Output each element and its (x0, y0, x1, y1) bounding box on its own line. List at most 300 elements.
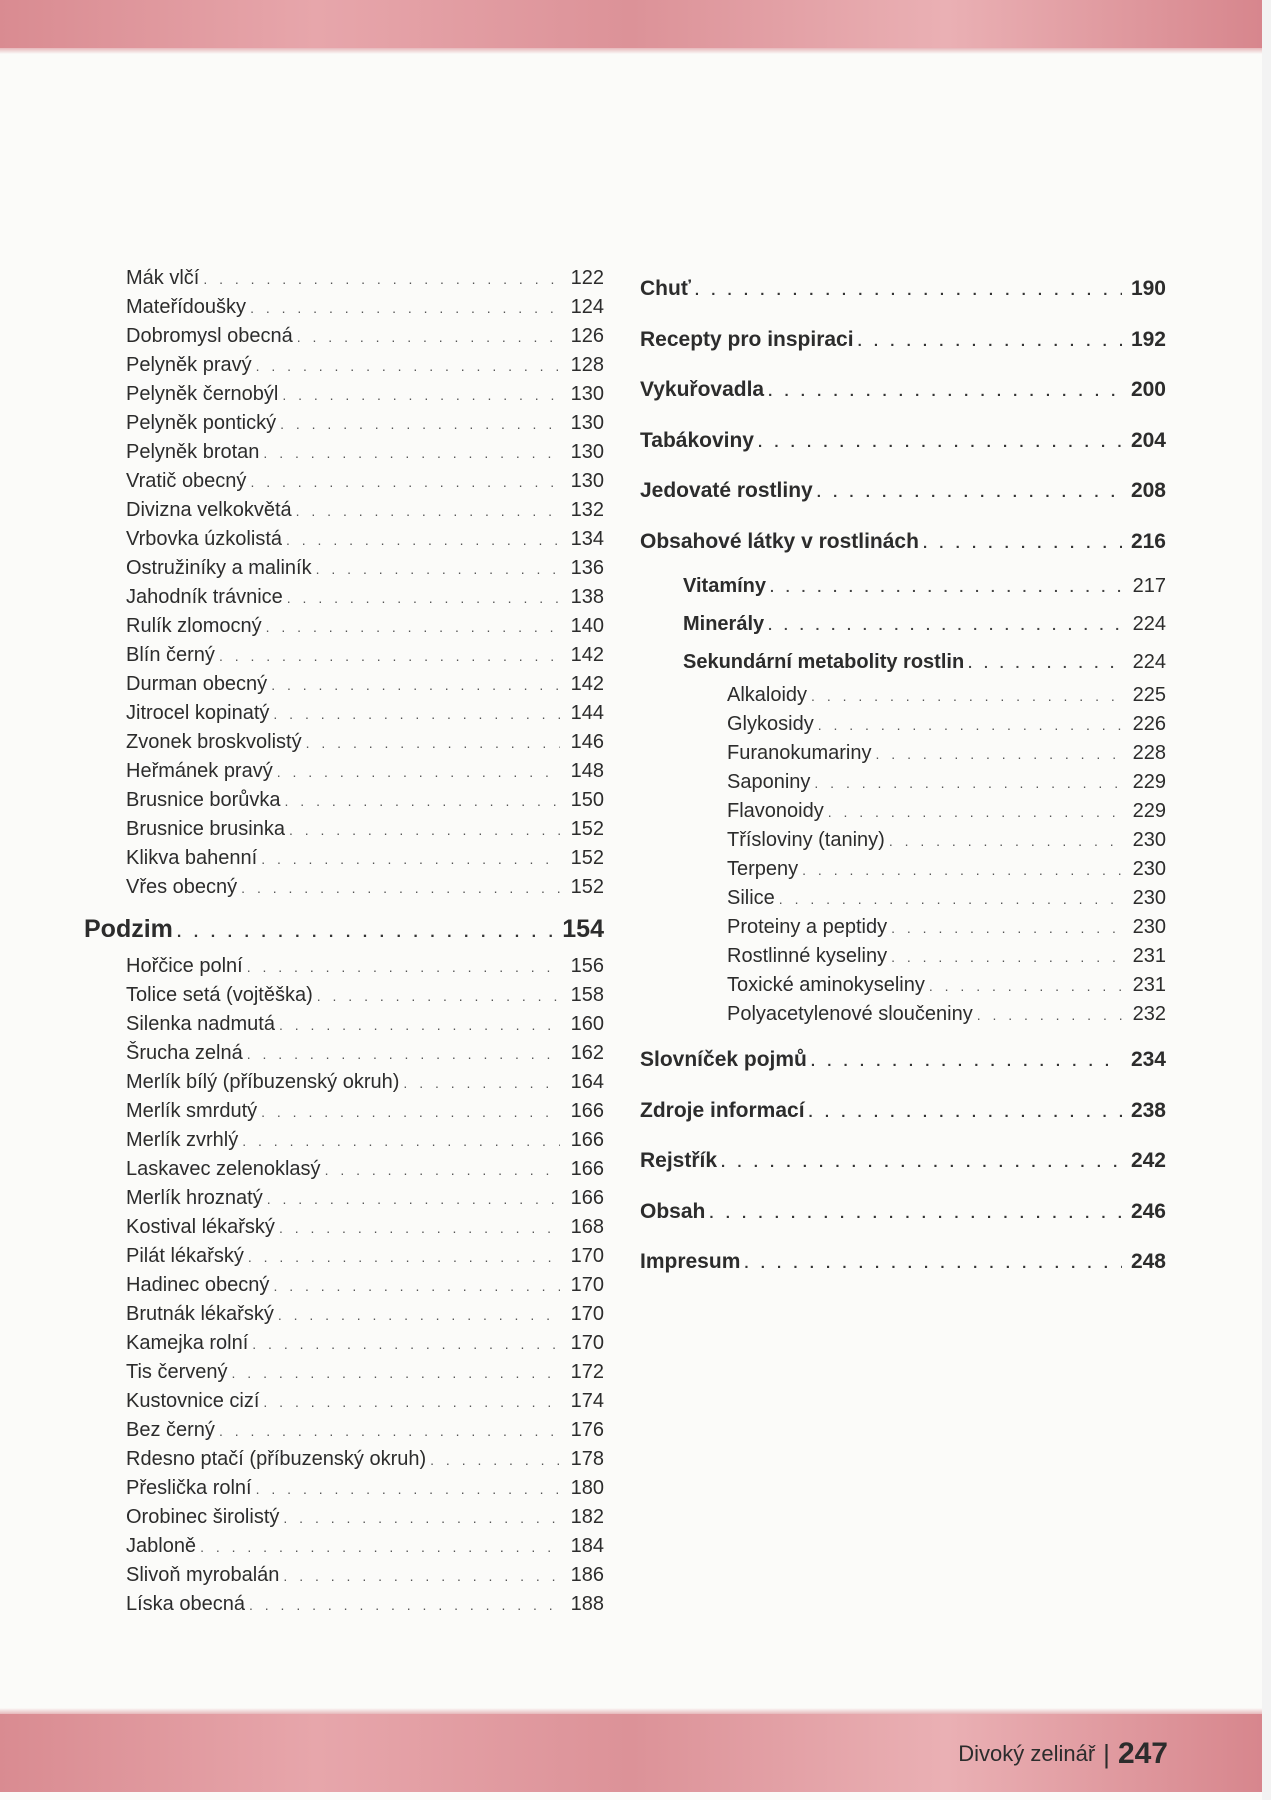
toc-entry[interactable] (84, 757, 604, 786)
toc-entry-page: 164 (570, 1071, 604, 1093)
toc-entry-page: 166 (570, 1129, 604, 1151)
toc-section-label: Podzim (84, 915, 173, 943)
dot-leader (250, 294, 560, 322)
toc-entry-page: 246 (1130, 1199, 1166, 1223)
toc-entry-label: Minerály (683, 613, 765, 635)
toc-chapter[interactable] (640, 365, 1166, 416)
toc-entry-label: Kustovnice cizí (126, 1390, 260, 1412)
toc-entry-label: Obsahové látky v rostlinách (640, 529, 919, 553)
toc-entry-label: Durman obecný (126, 673, 268, 695)
toc-entry-page: 176 (570, 1419, 604, 1441)
toc-entry[interactable] (84, 1416, 604, 1445)
dot-leader (247, 953, 560, 981)
book-title: Divoký zelinář (958, 1741, 1096, 1766)
dot-leader (770, 568, 1122, 605)
dot-leader (263, 1388, 560, 1416)
toc-entry-label: Pelyněk brotan (126, 441, 260, 463)
toc-entry-page: 148 (570, 760, 604, 782)
toc-entry-page: 238 (1130, 1098, 1166, 1122)
toc-entry-page: 230 (1132, 916, 1166, 938)
toc-entry[interactable] (84, 815, 604, 844)
dot-leader (203, 265, 560, 293)
dot-leader (285, 787, 560, 815)
dot-leader (242, 1127, 560, 1155)
toc-entry[interactable] (84, 525, 604, 554)
toc-entry[interactable] (640, 942, 1166, 971)
toc-entry-label: Vrbovka úzkolistá (126, 528, 282, 550)
dot-leader (287, 584, 560, 612)
toc-entry[interactable] (84, 1213, 604, 1242)
toc-entry[interactable] (84, 1039, 604, 1068)
toc-entry-label: Jahodník trávnice (126, 586, 283, 608)
toc-entry-label: Mateřídoušky (126, 296, 247, 318)
dot-leader (200, 1533, 560, 1561)
dot-leader (818, 711, 1122, 739)
toc-entry-page: 216 (1130, 529, 1166, 553)
toc-entry-page: 170 (570, 1303, 604, 1325)
toc-entry[interactable] (84, 981, 604, 1010)
dot-leader (858, 317, 1122, 366)
toc-entry[interactable] (84, 1126, 604, 1155)
dot-leader (977, 1001, 1122, 1029)
dot-leader (250, 468, 560, 496)
toc-entry-page: 170 (570, 1274, 604, 1296)
dot-leader (889, 827, 1122, 855)
toc-entry-label: Laskavec zelenoklasý (126, 1158, 321, 1180)
dot-leader (279, 1214, 560, 1242)
dot-leader (709, 1189, 1122, 1238)
toc-entry-label: Dobromysl obecná (126, 325, 293, 347)
toc-entry[interactable] (640, 797, 1166, 826)
toc-entry-page: 140 (570, 615, 604, 637)
toc-entry-label: Impresum (640, 1250, 741, 1273)
toc-entry-page: 130 (570, 383, 604, 405)
toc-entry-label: Jedovaté rostliny (640, 479, 813, 502)
toc-entry-page: 204 (1130, 428, 1166, 452)
toc-entry-label: Zvonek broskvolistý (126, 731, 302, 753)
dot-leader (809, 1088, 1122, 1137)
toc-entry-page: 180 (570, 1477, 604, 1499)
toc-entry[interactable] (84, 467, 604, 496)
toc-entry-page: 168 (570, 1216, 604, 1238)
toc-entry[interactable] (84, 670, 604, 699)
toc-entry-label: Proteiny a peptidy (727, 916, 888, 938)
dot-leader (768, 367, 1122, 416)
dot-leader (768, 606, 1122, 643)
toc-entry[interactable] (84, 873, 604, 902)
toc-entry-page: 172 (570, 1361, 604, 1383)
dot-leader (968, 644, 1122, 681)
toc-entry[interactable] (84, 1300, 604, 1329)
toc-section-page: 154 (562, 915, 604, 943)
dot-leader (891, 914, 1122, 942)
toc-left-column (84, 264, 604, 1619)
toc-entry-page: 166 (570, 1187, 604, 1209)
toc-entry-page: 225 (1132, 684, 1166, 706)
toc-entry-page: 152 (570, 847, 604, 869)
dot-leader (280, 410, 560, 438)
toc-entry-label: Brutnák lékařský (126, 1303, 274, 1325)
toc-chapter[interactable] (640, 466, 1166, 517)
toc-entry-label: Brusnice brusinka (126, 818, 285, 840)
dot-leader (325, 1156, 560, 1184)
toc-entry-page: 126 (570, 325, 604, 347)
toc-entry-label: Recepty pro inspiraci (640, 327, 854, 351)
toc-entry-label: Brusnice borůvka (126, 789, 281, 811)
toc-entry-label: Pilát lékařský (126, 1245, 244, 1267)
toc-right-column (640, 264, 1166, 1288)
toc-entry-page: 158 (570, 984, 604, 1006)
toc-entry[interactable] (640, 681, 1166, 710)
dot-leader (256, 352, 560, 380)
toc-entry-page: 200 (1130, 378, 1166, 401)
toc-entry[interactable] (84, 1358, 604, 1387)
toc-entry[interactable] (640, 884, 1166, 913)
page-footer (958, 1737, 1168, 1771)
footer-separator: | (1103, 1738, 1110, 1769)
toc-entry[interactable] (84, 728, 604, 757)
toc-entry-label: Vřes obecný (126, 876, 238, 898)
toc-entry-label: Rejstřík (640, 1149, 718, 1172)
toc-entry-label: Terpeny (727, 858, 799, 880)
dot-leader (929, 972, 1122, 1000)
toc-entry-label: Bez černý (126, 1419, 215, 1441)
toc-chapter[interactable] (640, 416, 1166, 467)
toc-entry-page: 150 (570, 789, 604, 811)
dot-leader (266, 613, 560, 641)
toc-entry-page: 231 (1132, 945, 1166, 967)
toc-chapter[interactable] (640, 1136, 1166, 1187)
toc-entry-label: Merlík bílý (příbuzenský okruh) (126, 1071, 400, 1093)
dot-leader (814, 769, 1122, 797)
toc-entry-label: Ostružiníky a maliník (126, 557, 312, 579)
toc-entry[interactable] (84, 322, 604, 351)
toc-entry-label: Hořčice polní (126, 955, 243, 977)
toc-entry-page: 242 (1130, 1149, 1166, 1172)
toc-entry-label: Merlík zvrhlý (126, 1129, 239, 1151)
toc-entry-page: 232 (1132, 1003, 1166, 1025)
toc-entry[interactable] (84, 612, 604, 641)
dot-leader (278, 1301, 560, 1329)
toc-entry-page: 234 (1130, 1048, 1166, 1071)
toc-entry-page: 217 (1132, 575, 1166, 597)
toc-entry-label: Polyacetylenové sloučeniny (727, 1003, 973, 1025)
toc-entry-page: 224 (1132, 613, 1166, 635)
toc-entry-label: Pelyněk černobýl (126, 383, 279, 405)
dot-leader (271, 671, 560, 699)
toc-entry[interactable] (84, 952, 604, 981)
toc-entry-label: Toxické aminokyseliny (727, 974, 925, 996)
page-number: 247 (1117, 1737, 1168, 1770)
toc-entry-page: 142 (570, 673, 604, 695)
toc-entry-page: 184 (570, 1535, 604, 1557)
toc-chapter[interactable] (640, 1086, 1166, 1137)
toc-entry-label: Furanokumariny (727, 742, 872, 764)
dot-leader (273, 700, 560, 728)
toc-subchapter[interactable] (640, 605, 1166, 643)
toc-entry-label: Mák vlčí (126, 267, 200, 289)
toc-entry[interactable] (640, 913, 1166, 942)
dot-leader (219, 642, 560, 670)
dot-leader (177, 910, 554, 952)
toc-right-subsubitems (640, 681, 1166, 1029)
dot-leader (297, 323, 560, 351)
toc-chapter[interactable] (640, 517, 1166, 568)
toc-entry[interactable] (84, 844, 604, 873)
toc-entry-label: Líska obecná (126, 1593, 245, 1615)
toc-entry-label: Tis červený (126, 1361, 228, 1383)
dot-leader (316, 555, 560, 583)
toc-entry-page: 166 (570, 1100, 604, 1122)
toc-entry[interactable] (640, 710, 1166, 739)
toc-entry-page: 229 (1132, 771, 1166, 793)
toc-entry-page: 130 (570, 441, 604, 463)
toc-entry-label: Vratič obecný (126, 470, 247, 492)
toc-entry[interactable] (84, 699, 604, 728)
toc-section-heading[interactable] (84, 906, 604, 952)
dot-leader (802, 856, 1122, 884)
dot-leader (695, 266, 1122, 315)
toc-entry-page: 130 (570, 470, 604, 492)
toc-entry[interactable] (84, 1387, 604, 1416)
toc-entry[interactable] (640, 768, 1166, 797)
toc-subchapter[interactable] (640, 567, 1166, 605)
page-edge (1262, 0, 1271, 1800)
dot-leader (403, 1069, 560, 1097)
toc-entry[interactable] (84, 1590, 604, 1619)
dot-leader (267, 1185, 560, 1213)
toc-entry-page: 188 (570, 1593, 604, 1615)
dot-leader (247, 1040, 560, 1068)
toc-entry-label: Slivoň myrobalán (126, 1564, 280, 1586)
toc-entry-page: 230 (1132, 887, 1166, 909)
toc-right-subitems (640, 567, 1166, 681)
dot-leader (317, 982, 560, 1010)
toc-entry[interactable] (84, 351, 604, 380)
toc-entry-label: Obsah (640, 1199, 706, 1223)
toc-entry-page: 152 (570, 818, 604, 840)
toc-entry-label: Třísloviny (taniny) (727, 829, 885, 851)
toc-entry-page: 230 (1132, 829, 1166, 851)
dot-leader (828, 798, 1122, 826)
toc-entry[interactable] (84, 1097, 604, 1126)
toc-entry-page: 134 (570, 528, 604, 550)
toc-entry[interactable] (84, 1242, 604, 1271)
dot-leader (279, 1011, 560, 1039)
toc-entry-label: Šrucha zelná (126, 1042, 243, 1064)
dot-leader (283, 1504, 560, 1532)
toc-entry[interactable] (84, 1184, 604, 1213)
dot-leader (721, 1138, 1122, 1187)
toc-entry[interactable] (640, 739, 1166, 768)
toc-entry-label: Jabloně (126, 1535, 197, 1557)
toc-entry-page: 182 (570, 1506, 604, 1528)
toc-entry-label: Kostival lékařský (126, 1216, 275, 1238)
toc-entry-label: Blín černý (126, 644, 215, 666)
toc-section-items (84, 952, 604, 1619)
toc-entry[interactable] (640, 826, 1166, 855)
toc-entry[interactable] (640, 855, 1166, 884)
dot-leader (219, 1417, 560, 1445)
toc-chapter[interactable] (640, 315, 1166, 366)
toc-entry-page: 208 (1130, 479, 1166, 502)
toc-entry-label: Rdesno ptačí (příbuzenský okruh) (126, 1448, 427, 1470)
toc-entry-label: Heřmánek pravý (126, 760, 273, 782)
toc-entry[interactable] (84, 380, 604, 409)
toc-entry[interactable] (84, 1155, 604, 1184)
toc-entry-page: 142 (570, 644, 604, 666)
toc-entry-label: Saponiny (727, 771, 811, 793)
toc-entry-page: 146 (570, 731, 604, 753)
toc-subchapter[interactable] (640, 643, 1166, 681)
dot-leader (758, 418, 1122, 467)
dot-leader (261, 1098, 560, 1126)
dot-leader (306, 729, 560, 757)
toc-chapter[interactable] (640, 1187, 1166, 1238)
toc-entry[interactable] (84, 1068, 604, 1097)
toc-entry-page: 122 (570, 267, 604, 289)
toc-entry[interactable] (84, 1445, 604, 1474)
toc-entry-label: Tabákoviny (640, 428, 754, 452)
dot-leader (744, 1239, 1122, 1288)
toc-entry[interactable] (84, 1010, 604, 1039)
toc-entry[interactable] (84, 1503, 604, 1532)
toc-chapter[interactable] (640, 1035, 1166, 1086)
dot-leader (296, 497, 560, 525)
toc-entry[interactable] (84, 1271, 604, 1300)
toc-entry-page: 228 (1132, 742, 1166, 764)
dot-leader (277, 758, 560, 786)
toc-entry[interactable] (84, 409, 604, 438)
dot-leader (923, 519, 1122, 568)
dot-leader (779, 885, 1122, 913)
dot-leader (289, 816, 560, 844)
toc-entry-label: Tolice setá (vojtěška) (126, 984, 313, 1006)
toc-entry-label: Kamejka rolní (126, 1332, 249, 1354)
toc-entry-label: Orobinec širolistý (126, 1506, 280, 1528)
toc-entry[interactable] (84, 1532, 604, 1561)
toc-left-items (84, 264, 604, 902)
toc-entry-page: 231 (1132, 974, 1166, 996)
dot-leader (252, 1330, 560, 1358)
dot-leader (282, 381, 560, 409)
dot-leader (249, 1591, 560, 1619)
dot-leader (248, 1243, 560, 1271)
toc-entry-label: Rostlinné kyseliny (727, 945, 888, 967)
toc-entry[interactable] (640, 971, 1166, 1000)
dot-leader (876, 740, 1122, 768)
toc-entry-page: 144 (570, 702, 604, 724)
toc-entry-label: Vitamíny (683, 575, 766, 597)
toc-entry[interactable] (84, 496, 604, 525)
toc-entry-label: Rulík zlomocný (126, 615, 262, 637)
toc-entry-label: Silice (727, 887, 775, 909)
toc-entry[interactable] (84, 641, 604, 670)
toc-entry-label: Jitrocel kopinatý (126, 702, 270, 724)
dot-leader (241, 874, 560, 902)
toc-entry-label: Merlík smrdutý (126, 1100, 258, 1122)
toc-chapter[interactable] (640, 1237, 1166, 1288)
toc-entry-page: 156 (570, 955, 604, 977)
toc-entry-page: 166 (570, 1158, 604, 1180)
toc-entry-page: 170 (570, 1245, 604, 1267)
dot-leader (286, 526, 560, 554)
toc-entry[interactable] (84, 293, 604, 322)
toc-right-headings (640, 264, 1166, 567)
toc-entry[interactable] (84, 786, 604, 815)
toc-entry-page: 190 (1130, 277, 1166, 300)
toc-entry[interactable] (640, 1000, 1166, 1029)
toc-entry[interactable] (84, 554, 604, 583)
dot-leader (283, 1562, 560, 1590)
toc-entry-label: Flavonoidy (727, 800, 824, 822)
toc-entry-label: Sekundární metabolity rostlin (683, 651, 965, 673)
toc-entry-page: 192 (1130, 327, 1166, 351)
toc-entry-page: 230 (1132, 858, 1166, 880)
dot-leader (263, 439, 560, 467)
toc-entry[interactable] (84, 438, 604, 467)
dot-leader (891, 943, 1122, 971)
toc-entry-page: 186 (570, 1564, 604, 1586)
dot-leader (256, 1475, 560, 1503)
dot-leader (811, 1037, 1122, 1086)
toc-entry-page: 132 (570, 499, 604, 521)
toc-entry[interactable] (84, 1474, 604, 1503)
toc-entry-label: Silenka nadmutá (126, 1013, 275, 1035)
toc-entry-label: Glykosidy (727, 713, 814, 735)
toc-entry-page: 170 (570, 1332, 604, 1354)
toc-entry-page: 128 (570, 354, 604, 376)
dot-leader (817, 468, 1122, 517)
toc-entry-page: 136 (570, 557, 604, 579)
toc-entry-label: Divizna velkokvětá (126, 499, 292, 521)
toc-entry-page: 229 (1132, 800, 1166, 822)
toc-entry-label: Alkaloidy (727, 684, 808, 706)
toc-entry-page: 226 (1132, 713, 1166, 735)
toc-chapter[interactable] (640, 264, 1166, 315)
toc-entry-page: 124 (570, 296, 604, 318)
toc-entry-page: 160 (570, 1013, 604, 1035)
toc-entry[interactable] (84, 583, 604, 612)
toc-entry-label: Vykuřovadla (640, 378, 765, 401)
toc-entry-page: 152 (570, 876, 604, 898)
dot-leader (232, 1359, 560, 1387)
toc-entry-page: 174 (570, 1390, 604, 1412)
toc-entry-label: Hadinec obecný (126, 1274, 270, 1296)
dot-leader (430, 1446, 560, 1474)
toc-entry-label: Pelyněk pontický (126, 412, 277, 434)
toc-entry-label: Klikva bahenní (126, 847, 258, 869)
toc-entry-label: Pelyněk pravý (126, 354, 252, 376)
dot-leader (811, 682, 1122, 710)
dot-leader (273, 1272, 560, 1300)
toc-entry[interactable] (84, 1561, 604, 1590)
toc-right-headings-end (640, 1035, 1166, 1288)
dot-leader (261, 845, 560, 873)
toc-entry-label: Slovníček pojmů (640, 1048, 807, 1071)
toc-entry-page: 178 (570, 1448, 604, 1470)
toc-entry-label: Merlík hroznatý (126, 1187, 263, 1209)
toc-entry-page: 130 (570, 412, 604, 434)
toc-entry[interactable] (84, 1329, 604, 1358)
top-decorative-band (0, 0, 1262, 48)
toc-entry[interactable] (84, 264, 604, 293)
toc-entry-page: 224 (1132, 651, 1166, 673)
toc-entry-label: Chuť (640, 277, 691, 300)
toc-entry-label: Zdroje informací (640, 1098, 805, 1122)
toc-entry-page: 162 (570, 1042, 604, 1064)
toc-entry-page: 248 (1130, 1250, 1166, 1273)
